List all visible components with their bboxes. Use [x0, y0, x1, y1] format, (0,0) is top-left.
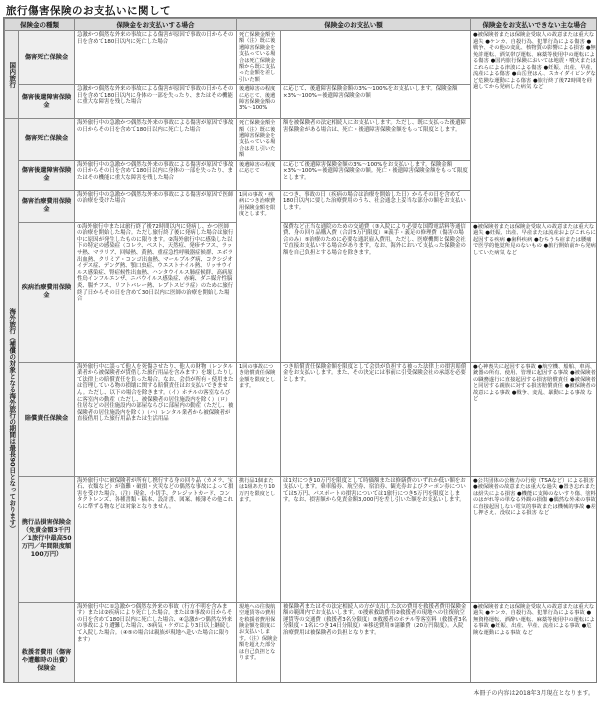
payment-text [281, 31, 471, 85]
condition-text: 海外旅行中の急激かつ偶然な外来の事故による傷害が原因で事故の日からその日を含めて180日以内に身体の一部を失ったり、またはその機能に重大な障害を残した場合 [75, 160, 237, 190]
amount-text: 後遺障害の程度に応じて [237, 160, 281, 190]
page-title: 旅行傷害保険のお支払いに関して [6, 5, 171, 17]
payment-text: つき賠償責任保険金額を限度として会員が負担する被った法律上の損害賠償金をお支払いします。また、その決定には事前に引受保険会社の承認を必要とします。 [281, 362, 471, 476]
header-exclusion: 保険金をお支払いできない主な場合 [471, 19, 598, 31]
payment-text: に応じて後遺障害保険金額の3%〜100%をお支払いします。保険金額×3%〜100%＝後遺障害保険金の額。死亡・後遺障害保険金額をもって限度とします。 [281, 160, 471, 190]
insurance-type: 賠償責任保険金 [19, 362, 75, 476]
header-amount: 保険金のお支払い額 [237, 19, 471, 31]
region-domestic: 国内旅行 [5, 31, 19, 119]
condition-text: 海外旅行中に被保険者が所有し携行する身の回り品（カメラ、宝石、衣類など）が盗難・破損・火災などの偶然な事故によって損害を受けた場合。（注）現金、小切手、クレジットカード、コンタクトレンズ、各種書類・稿本、設計書、図案、帳簿その他これらに準ずる物などは対象となりません。 [75, 476, 237, 602]
insurance-type: 傷害後遺障害保険金 [19, 160, 75, 190]
condition-text: 急激かつ偶然な外来の事故による傷害が原因で事故の日からその日を含めて180日以内に身体の一部を失ったり、またはその機能に重大な障害を残した場合 [75, 85, 237, 119]
footer-note: 本冊子の内容は2018年3月現在となります。 [473, 690, 594, 697]
exclusions-baggage: ●公共団体の公権力の行使（TSAなど）による損害 ●被保険者の故意または重大な過失 ●置き忘れまたは紛失による損害 ●機能に支障のないすり傷、塗料のはがれ等の単なる外観の損傷 ●偶然な外来の事故に直接起因しない電気的事故または機械的事故 ●差し押さえ、没収による損害 など [471, 476, 598, 602]
exclusions-common: ●被保険者または保険金受取人の故意または重大な過失 ●ケンカ、自殺行為、犯罪行為による傷害 ●戦争、その他の変乱、核物質の影響による損害 ●無免許運転、酒気帯び運転、麻薬等使用中の運転による傷害 ●国内旅行保険においては地震・噴火またはこれらによる津波による傷害 ●妊娠、出産、早産、流産による傷害 ●山岳登はん、スカイダイビングなど危険な運動による傷害 ●旅行終了後72時間を経過してから発病した病気 など [471, 31, 598, 223]
exclusions-liability: ●心神喪失に起因する事故 ●航空機、船舶、車両、銃器の所有、使用、管理に起因する事故 ●被保険者の職務遂行に直接起因する損害賠償責任 ●被保険者と同居する親族に対する損害賠償責任 ●被保険者の故意による事故 ●戦争、変乱、暴動による事故 など [471, 362, 598, 476]
payment-text: につき、事故の日（疾病の場合は治療を開始した日）からその日を含めて180日以内に要した治療費用のうち、社会通念上妥当な部分の額をお支払いします。 [281, 190, 471, 222]
amount-text: 1回の事故につき賠償責任保険金額を限度とします。 [237, 362, 281, 476]
amount-text: 現地への往復航空運賃等の費用を救援者費用保険金額を限度にお支払いします。（注）保険金額を超えた部分は自己負担となります。 [237, 602, 281, 683]
insurance-type: 傷害死亡保険金 [19, 31, 75, 85]
exclusions-rescue: ●被保険者または保険金受取人の故意または重大な過失 ●ケンカ、自殺行為、犯罪行為による事故 ●無資格運転、酒酔い運転、麻薬等使用中の運転による事故 ●妊娠、出産、早産、流産による事故 ●危険な運動による事故 など [471, 602, 598, 683]
amount-text: 死亡保険金額全額（注）既に後遺障害保険金を支払っている場合は死亡保険金額から既に支払った金額を差し引いた額 [237, 31, 281, 85]
condition-text: 海外旅行中の急激かつ偶然な外来の事故による傷害が原因で医師の治療を受けた場合 [75, 190, 237, 222]
condition-text: ①海外旅行中または旅行終了後72時間以内に発病し、かつ医師の治療を開始した場合。ただし旅行終了後に発病した場合は旅行中に原因が発生したものに限ります。②海外旅行中に感染した以下の特定の感染症（コレラ、ペスト、天然痘、発疹チフス、ラッサ熱、マラリア、回帰熱、黄熱、重症急性呼吸器症候群、エボラ出血熱、クリミア・コンゴ出血熱、マールブルグ病、コクシジオイデス症、デング熱、顎口虫症、ウエストナイル熱、リッサウイルス感染症、腎症候性出血熱、ハンタウイルス肺症候群、高病原性鳥インフルエンザ、ニパウイルス感染症、赤痢、ダニ媒介性脳炎、腸チフス、リフトバレー熱、レプトスピラ症）のために旅行終了日からその日を含めて30日以内に医師の治療を開始した場合 [75, 222, 237, 362]
amount-text: 死亡保険金額全額（注）既に後遺障害保険金を支払っている場合は差し引いた額 [237, 119, 281, 160]
region-overseas: 海外旅行（補償の対象となる海外旅行の期間は最長90日となっております） [5, 119, 19, 683]
insurance-type: 救援者費用（傷害や遭難時の出費）保険金 [19, 602, 75, 683]
header-condition: 保険金をお支払いする場合 [75, 19, 237, 31]
header-type: 保険金の種類 [5, 19, 75, 31]
insurance-type: 傷害死亡保険金 [19, 119, 75, 160]
condition-text: 急激かつ偶然な外来の事故による傷害が原因で事故の日からその日を含めて180日以内に死亡した場合 [75, 31, 237, 85]
insurance-type: 傷害治療費用保険金 [19, 190, 75, 222]
payment-text: 保費など正当な通院のための交通費（③入院により必要な国際電話料等通信費、身の回り品購入費（合計5万円限度）④義手・義足の修理費（傷害の場合のみ）⑤治療のために必要な通訳雇入費用。ただし、医療機関と保険会社で直接お支払いする場合があります。なお、海外において支払った保険金の額を自己負担とする場合を除きます。 [281, 222, 471, 362]
condition-text: 海外旅行中に①急激かつ偶然な外来の事故（行方不明を含みます）または②疾病により死亡した場合。または③事故の日からその日を含めて180日以内に死亡した場合、④急激かつ偶然な外来の事故により遭難した場合、⑤病気・ケガにより3日以上継続して入院した場合。（④⑤の場合は親族が現地へ赴いた場合に限ります） [75, 602, 237, 683]
insurance-type: 傷害後遺障害保険金 [19, 85, 75, 119]
payment-text: 被保険者またはその法定相続人の方が支出した次の費用を救援者費用保険金額の範囲内でお支払いします。①捜索救助費用②救援者の現地への往復航空運賃等の交通費（救援者3名分限度）③救援者のホテル等客室料（救援者3名分限度・1名につき14日分限度）④移送費用⑤諸雑費（20万円限度）。入院治療費用は被保険者の負担となります。 [281, 602, 471, 683]
payment-text: に応じて、後遺障害保険金額の3%〜100%をお支払いします。保険金額×3%〜100%＝後遺障害保険金の額 [281, 85, 471, 119]
payment-text: 額を被保険者の法定相続人にお支払いします。ただし、既に支払った後遺障害保険金がある場合は、死亡・後遺障害保険金額をもって限度とします。 [281, 119, 471, 160]
payment-text: は1対につき10万円を限度として時価額または修繕費のいずれか低い額をお支払いします。乗車船券、航空券、宿泊券、観光券およびクーポン券については5万円、パスポートの損害については1旅行につき5万円を限度とします。なお、損害額から免責金額3,000円を差し引いた額をお支払いします。 [281, 476, 471, 602]
amount-text: 後遺障害の程度に応じて、後遺障害保険金額の3%〜100% [237, 85, 281, 119]
amount-text: 1回の事故・疾病につき治療費用保険金額を限度とします。 [237, 190, 281, 362]
insurance-table [3, 17, 597, 683]
condition-text: 海外旅行中に誤って他人を死傷させたり、他人の財物（レンタル業者から被保険者が賃借した旅行用品を含みます）を壊したりして法律上の賠償責任を負った場合。なお、会員が所有・使用または管理している物の損壊に関する賠償責任はお支払いできません。ただし、以下の場合を除きます。（イ）ホテルの客室ならびに客室内の動産（ただし、被保険者の居住施設内を除く）（ロ）住居などの居住施設内の部屋ならびに部屋内の動産（ただし、被保険者の居住施設内を除く）（ハ）レンタル業者から被保険者が直接借用した旅行用品または生活用品 [75, 362, 237, 476]
insurance-type: 携行品損害保険金（免責金額3千円／1旅行中最高50万円／年間限度額100万円） [19, 476, 75, 602]
exclusions-disease: ●被保険者または保険金受取人の故意または重大な過失 ●妊娠、出産、早産または流産およびこれらに起因する疾病 ●歯科疾病 ●むちうち症または腰痛で医学的他覚所見のないもの ●旅行開始前から発病していた病気 など [471, 222, 598, 362]
condition-text: 海外旅行中の急激かつ偶然な外来の事故による傷害が原因で事故の日からその日を含めて180日以内に死亡した場合 [75, 119, 237, 160]
amount-text: 携行品1個または1組あたり10万円を限度とします。 [237, 476, 281, 602]
insurance-type: 疾病治療費用保険金 [19, 222, 75, 362]
